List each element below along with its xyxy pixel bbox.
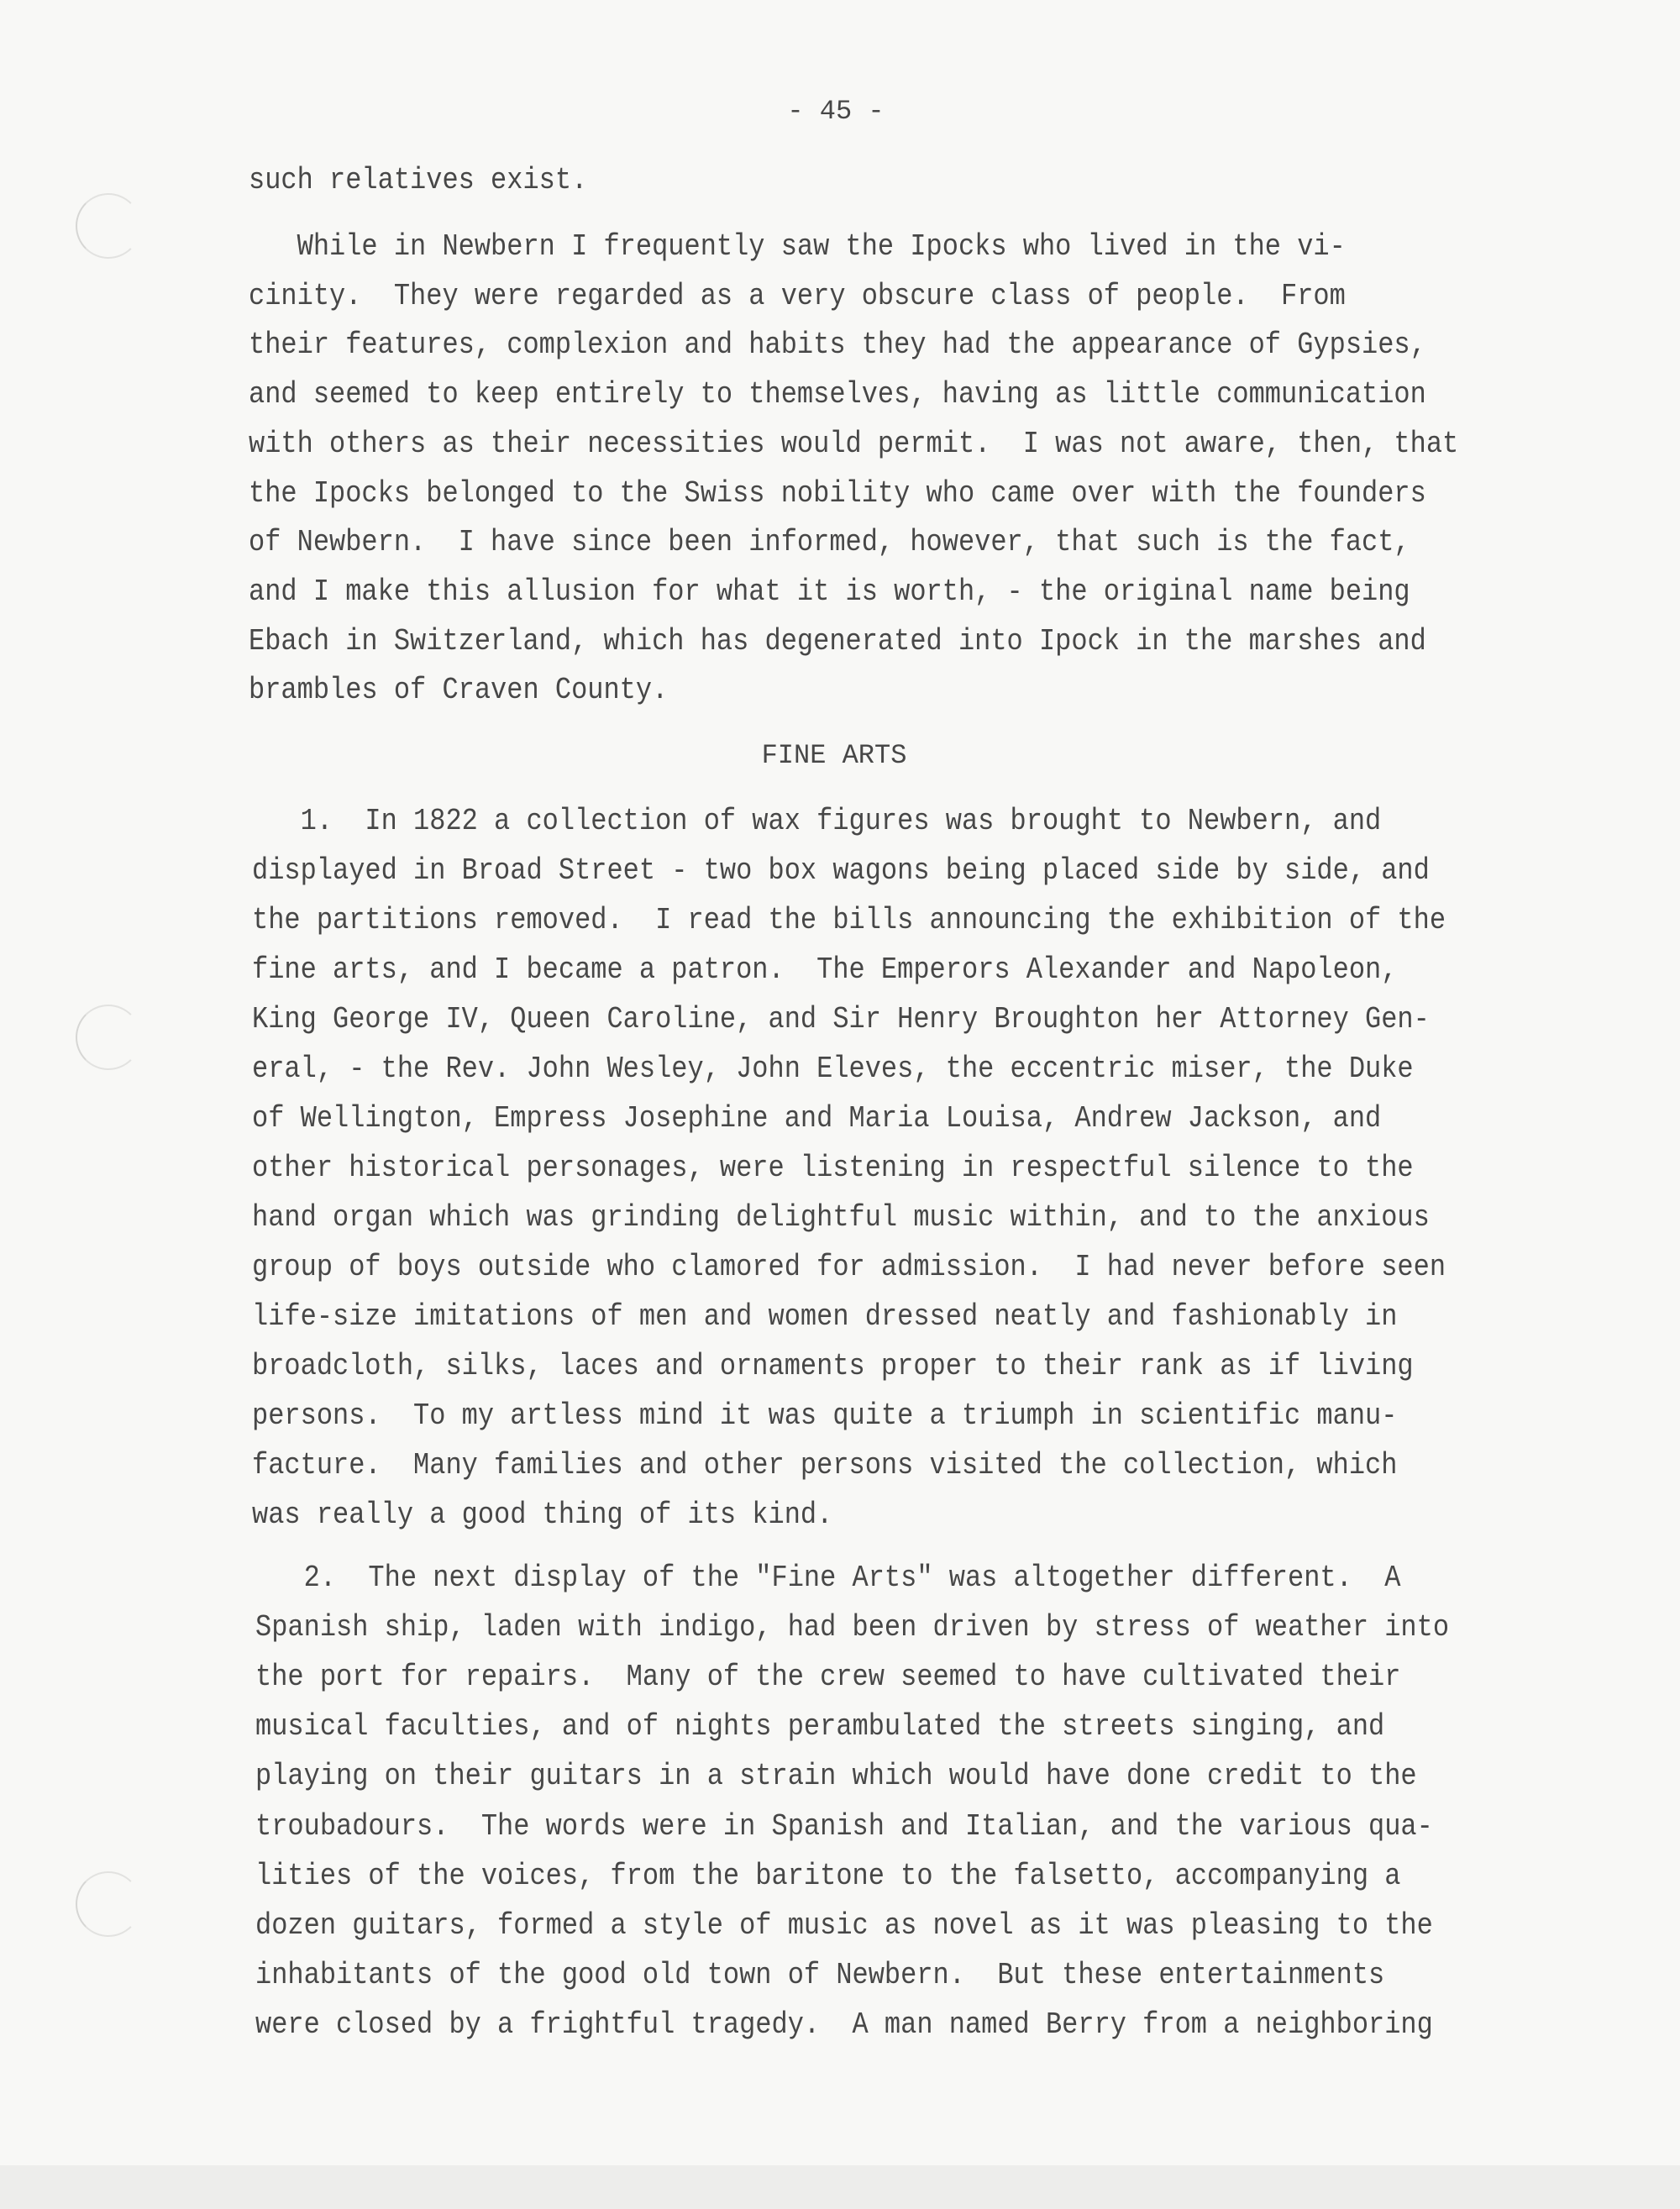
text-line: hand organ which was grinding delightful music within, and to the anxious: [252, 1199, 1430, 1236]
text-line: their features, complexion and habits they had the appearance of Gypsies,: [249, 328, 1426, 363]
text-line: dozen guitars, formed a style of music as novel as it was pleasing to the: [255, 1907, 1433, 1943]
text-line: persons. To my artless mind it was quite a triumph in scientific manu-: [252, 1398, 1398, 1434]
text-line: broadcloth, silks, laces and ornaments proper to their rank as if living: [252, 1348, 1414, 1384]
text-line: of Wellington, Empress Josephine and Maria Louisa, Andrew Jackson, and: [252, 1100, 1382, 1136]
text-line: with others as their necessities would permit. I was not aware, then, that: [249, 426, 1459, 461]
scan-bottom-edge: [0, 2165, 1680, 2209]
text-line: fine arts, and I became a patron. The Emperors Alexander and Napoleon,: [252, 952, 1398, 988]
text-line: playing on their guitars in a strain which would have done credit to the: [255, 1759, 1417, 1794]
text-line: displayed in Broad Street - two box wagons being placed side by side, and: [252, 853, 1430, 889]
text-line: were closed by a frightful tragedy. A man named Berry from a neighboring: [255, 2007, 1433, 2043]
text-line: Ebach in Switzerland, which has degenerated into Ipock in the marshes and: [249, 623, 1426, 659]
text-line: the port for repairs. Many of the crew seemed to have cultivated their: [255, 1659, 1401, 1695]
punch-hole: [76, 1871, 141, 1937]
text-line: facture. Many families and other persons visited the collection, which: [252, 1447, 1398, 1483]
text-line: such relatives exist.: [249, 162, 588, 198]
page-number: - 45 -: [787, 96, 885, 127]
text-line: 1. In 1822 a collection of wax figures was brought to Newbern, and: [252, 803, 1382, 839]
text-line: the partitions removed. I read the bills announcing the exhibition of the: [252, 902, 1446, 938]
text-line: and I make this allusion for what it is worth, - the original name being: [249, 574, 1410, 610]
text-line: of Newbern. I have since been informed, however, that such is the fact,: [249, 524, 1410, 560]
text-line: inhabitants of the good old town of Newbern. But these entertainments: [255, 1957, 1385, 1992]
text-line: life-size imitations of men and women dressed neatly and fashionably in: [252, 1299, 1398, 1335]
text-line: other historical personages, were listening in respectful silence to the: [252, 1150, 1414, 1186]
text-line: eral, - the Rev. John Wesley, John Eleves, the eccentric miser, the Duke: [252, 1051, 1414, 1087]
text-line: was really a good thing of its kind.: [252, 1497, 833, 1533]
text-line: cinity. They were regarded as a very obscure class of people. From: [249, 278, 1346, 313]
text-line: troubadours. The words were in Spanish and Italian, and the various qua-: [255, 1808, 1433, 1844]
text-line: the Ipocks belonged to the Swiss nobility who came over with the founders: [249, 475, 1426, 511]
text-line: lities of the voices, from the baritone to the falsetto, accompanying a: [255, 1858, 1401, 1893]
text-line: King George IV, Queen Caroline, and Sir Henry Broughton her Attorney Gen-: [252, 1001, 1430, 1037]
text-line: 2. The next display of the "Fine Arts" was altogether different. A: [255, 1560, 1401, 1596]
text-line: brambles of Craven County.: [249, 673, 669, 708]
text-line: group of boys outside who clamored for admission. I had never before seen: [252, 1249, 1446, 1285]
punch-hole: [76, 193, 141, 259]
text-line: and seemed to keep entirely to themselves, having as little communication: [249, 376, 1426, 412]
text-line: Spanish ship, laden with indigo, had been driven by stress of weather into: [255, 1609, 1450, 1645]
text-line: musical faculties, and of nights perambulated the streets singing, and: [255, 1709, 1385, 1745]
punch-hole: [76, 1005, 141, 1070]
text-line: While in Newbern I frequently saw the Ipocks who lived in the vi-: [249, 228, 1346, 265]
section-heading: FINE ARTS: [761, 740, 907, 771]
